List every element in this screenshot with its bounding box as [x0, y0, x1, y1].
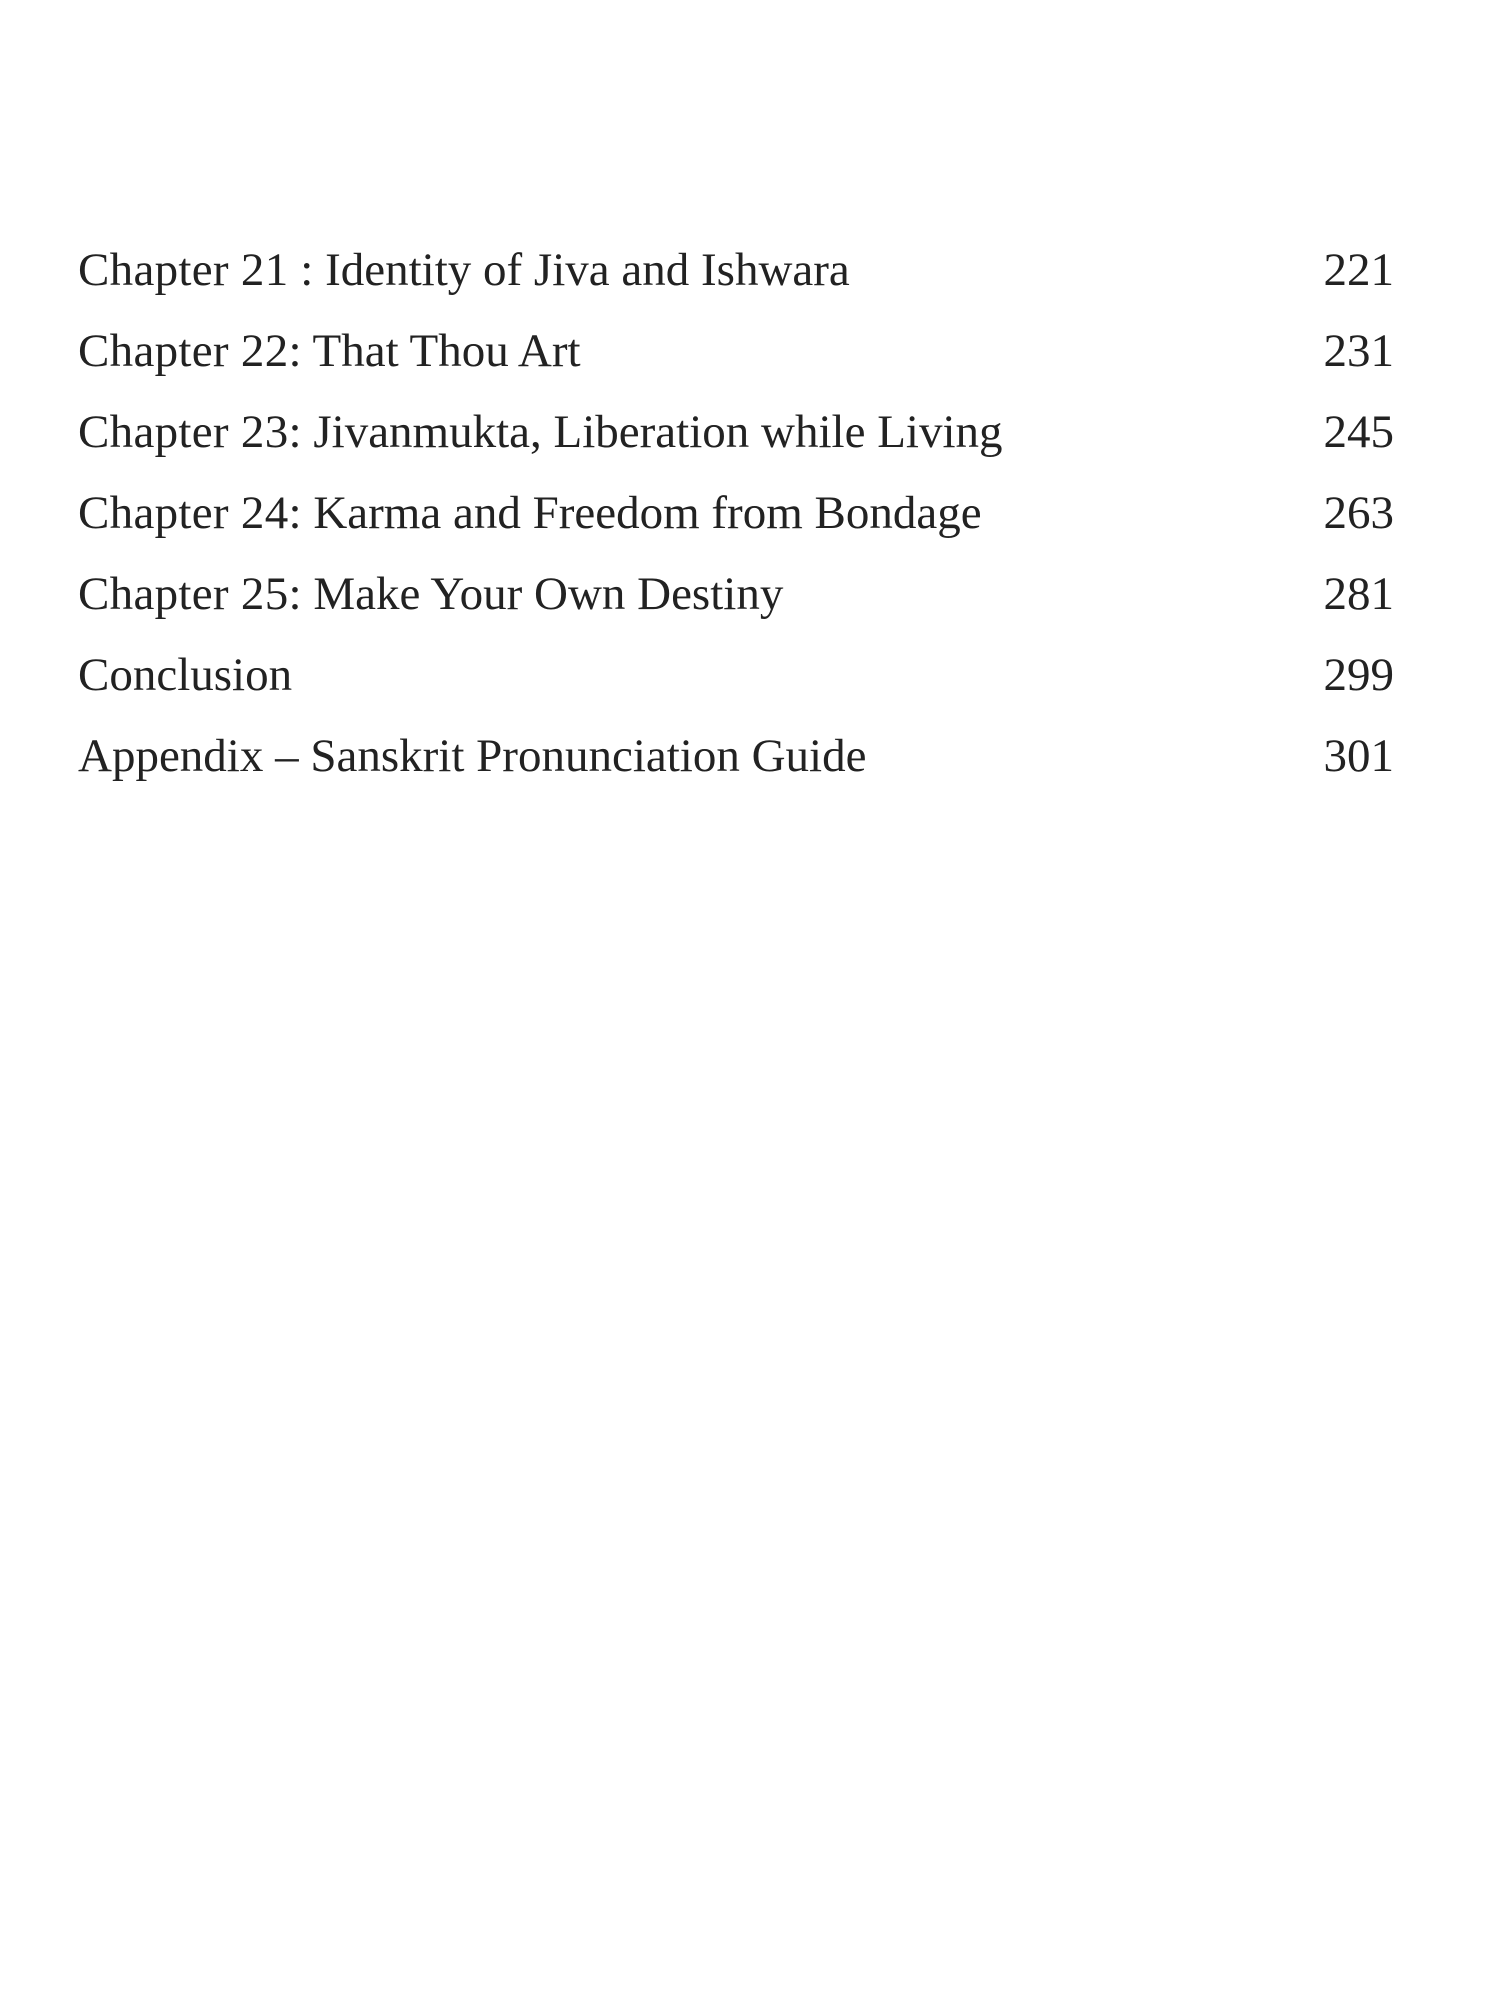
page-number: 245: [1323, 406, 1394, 458]
chapter-title: Conclusion: [78, 649, 293, 701]
chapter-title: That Thou Art: [312, 325, 581, 377]
chapter-title: Appendix – Sanskrit Pronunciation Guide: [78, 730, 867, 782]
table-of-contents: [78, 230, 1394, 797]
toc-entry-appendix: [78, 716, 1394, 797]
chapter-label: Chapter 23: [78, 406, 289, 458]
chapter-separator: :: [288, 568, 314, 620]
toc-entry-title: [78, 716, 866, 797]
chapter-title: Make Your Own Destiny: [313, 568, 784, 620]
toc-entry-chapter-21: [78, 230, 1394, 311]
chapter-separator: :: [288, 325, 313, 377]
chapter-separator: :: [288, 406, 314, 458]
chapter-label: Chapter 24: [78, 487, 289, 539]
chapter-separator: :: [288, 487, 314, 539]
chapter-label: Chapter 21: [78, 244, 289, 296]
page-number: 221: [1323, 244, 1394, 296]
chapter-title: Identity of Jiva and Ishwara: [325, 244, 850, 296]
toc-entry-title: [78, 230, 850, 311]
chapter-label: Chapter 22: [78, 325, 289, 377]
toc-entry-title: [78, 311, 581, 392]
chapter-separator: :: [288, 244, 326, 296]
toc-entry-chapter-23: [78, 392, 1394, 473]
chapter-title: Jivanmukta, Liberation while Living: [313, 406, 1003, 458]
page-number: 299: [1323, 649, 1394, 701]
chapter-label: Chapter 25: [78, 568, 289, 620]
toc-entry-title: [78, 635, 292, 716]
toc-entry-chapter-25: [78, 554, 1394, 635]
page-number: 301: [1323, 730, 1394, 782]
toc-entry-title: [78, 554, 783, 635]
toc-entry-chapter-24: [78, 473, 1394, 554]
page-number: 231: [1323, 325, 1394, 377]
page-number: 263: [1323, 487, 1394, 539]
toc-entry-title: [78, 392, 1003, 473]
toc-entry-title: [78, 473, 982, 554]
chapter-title: Karma and Freedom from Bondage: [313, 487, 982, 539]
toc-entry-chapter-22: [78, 311, 1394, 392]
page-number: 281: [1323, 568, 1394, 620]
toc-entry-conclusion: [78, 635, 1394, 716]
